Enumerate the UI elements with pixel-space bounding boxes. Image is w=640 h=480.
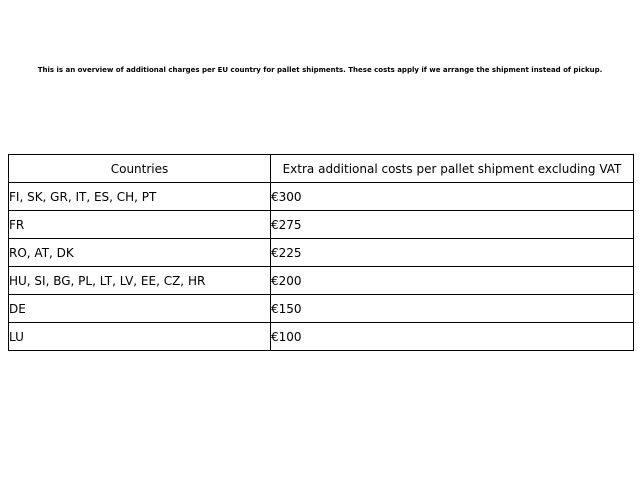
countries-cell: FR: [9, 211, 271, 239]
cost-cell: €275: [271, 211, 634, 239]
countries-cell: FI, SK, GR, IT, ES, CH, PT: [9, 183, 271, 211]
column-header-countries: Countries: [9, 155, 271, 183]
overview-description: This is an overview of additional charges per EU country for pallet shipments. These costs apply if we arrange the shipment instead of pickup.: [37, 66, 603, 74]
table-row: [9, 211, 634, 239]
cost-cell: €150: [271, 295, 634, 323]
header-row: [9, 155, 634, 183]
countries-cell: HU, SI, BG, PL, LT, LV, EE, CZ, HR: [9, 267, 271, 295]
table-body: [9, 183, 634, 351]
table-header: [9, 155, 634, 183]
cost-cell: €100: [271, 323, 634, 351]
column-header-costs: Extra additional costs per pallet shipment excluding VAT: [271, 155, 634, 183]
cost-cell: €200: [271, 267, 634, 295]
table-row: [9, 267, 634, 295]
cost-cell: €225: [271, 239, 634, 267]
countries-cell: LU: [9, 323, 271, 351]
countries-cell: DE: [9, 295, 271, 323]
table-row: [9, 183, 634, 211]
table-row: [9, 239, 634, 267]
cost-cell: €300: [271, 183, 634, 211]
table-row: [9, 295, 634, 323]
table-row: [9, 323, 634, 351]
charges-table: [8, 154, 634, 351]
countries-cell: RO, AT, DK: [9, 239, 271, 267]
